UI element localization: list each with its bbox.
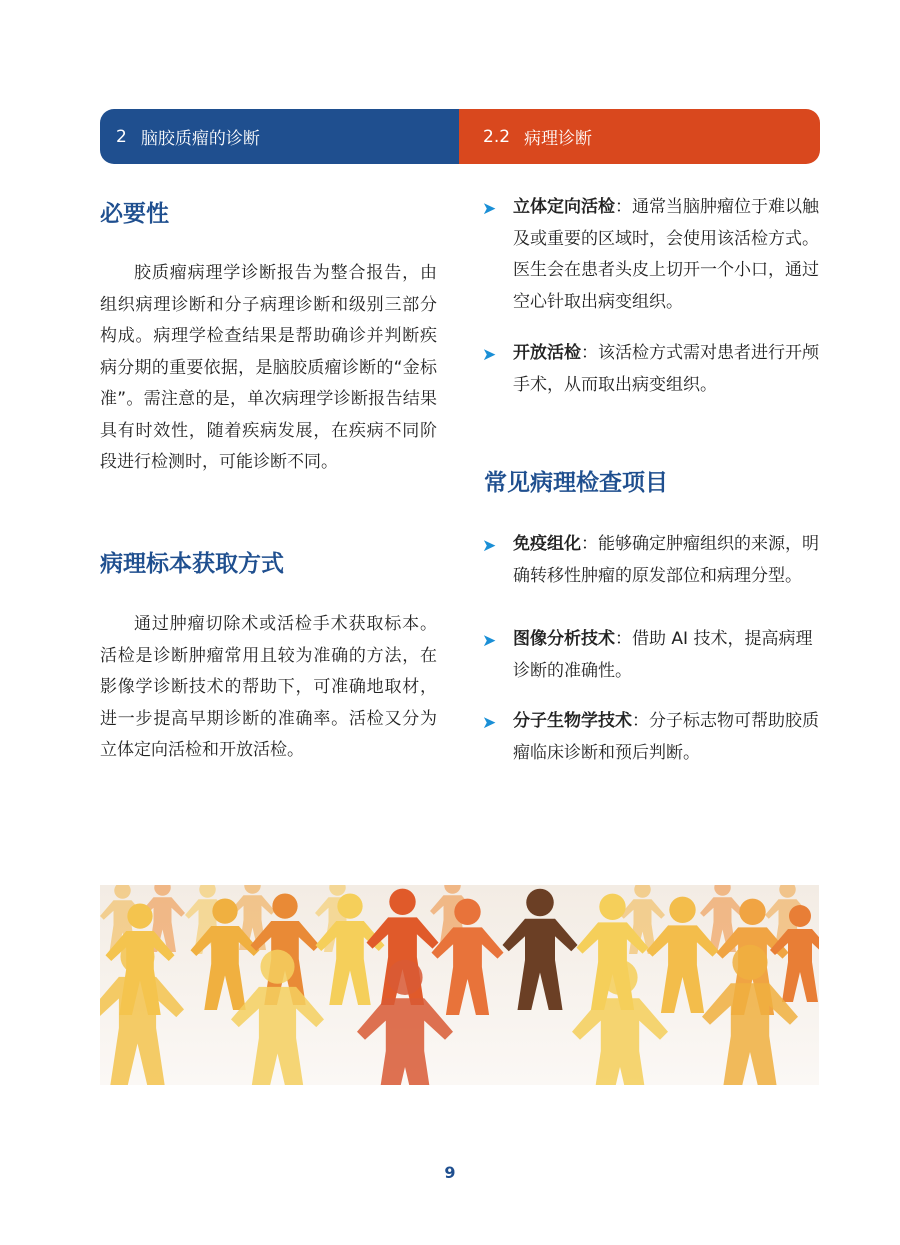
list-item bbox=[482, 192, 821, 318]
list-item bbox=[482, 338, 821, 401]
chevron-right-icon: ➤ bbox=[482, 199, 497, 219]
chevron-right-icon: ➤ bbox=[482, 631, 497, 651]
item-desc: 分子标志物可帮助胶质瘤临床诊断和预后判断。 bbox=[513, 711, 819, 763]
paper-people-photo bbox=[100, 885, 819, 1085]
item-term: 开放活检 bbox=[513, 343, 581, 363]
chapter-title: 脑胶质瘤的诊断 bbox=[140, 129, 260, 149]
chapter-label bbox=[100, 109, 459, 164]
section-title: 病理诊断 bbox=[524, 129, 593, 149]
item-separator: ： bbox=[615, 629, 632, 649]
common-tests-heading: 常见病理检查项目 bbox=[484, 470, 668, 496]
item-term: 图像分析技术 bbox=[513, 629, 615, 649]
necessity-heading: 必要性 bbox=[100, 201, 169, 227]
item-separator: ： bbox=[632, 711, 649, 731]
chevron-right-icon: ➤ bbox=[482, 713, 497, 733]
section-label bbox=[459, 109, 820, 164]
list-item bbox=[482, 706, 821, 769]
item-desc: 通常当脑肿瘤位于难以触及或重要的区域时，会使用该活检方式。医生会在患者头皮上切开一个小口，通过空心针取出病变组织。 bbox=[513, 197, 819, 312]
item-term: 立体定向活检 bbox=[513, 197, 615, 217]
list-item bbox=[482, 624, 821, 687]
item-separator: ： bbox=[581, 534, 598, 554]
section-banner bbox=[100, 109, 820, 164]
item-separator: ： bbox=[615, 197, 632, 217]
page-number: 9 bbox=[444, 1163, 456, 1182]
item-desc: 能够确定肿瘤组织的来源，明确转移性肿瘤的原发部位和病理分型。 bbox=[513, 534, 819, 586]
item-desc: 借助 AI 技术，提高病理诊断的准确性。 bbox=[513, 629, 813, 681]
chapter-number: 2 bbox=[116, 126, 127, 147]
item-term: 分子生物学技术 bbox=[513, 711, 632, 731]
item-term: 免疫组化 bbox=[513, 534, 581, 554]
necessity-paragraph: 胶质瘤病理学诊断报告为整合报告，由组织病理诊断和分子病理诊断和级别三部分构成。病理学检查结果是帮助确诊并判断疾病分期的重要依据，是脑胶质瘤诊断的“金标准”。需注意的是，单次病理学诊断报告结果具有时效性，随着疾病发展，在疾病不同阶段进行检测时，可能诊断不同。 bbox=[100, 263, 437, 472]
section-number: 2.2 bbox=[483, 126, 511, 147]
item-desc: 该活检方式需对患者进行开颅手术，从而取出病变组织。 bbox=[513, 343, 819, 395]
specimen-paragraph: 通过肿瘤切除术或活检手术获取标本。活检是诊断肿瘤常用且较为准确的方法，在影像学诊断技术的帮助下，可准确地取材，进一步提高早期诊断的准确率。活检又分为立体定向活检和开放活检。 bbox=[100, 614, 437, 760]
chevron-right-icon: ➤ bbox=[482, 536, 497, 556]
list-item bbox=[482, 529, 821, 592]
item-separator: ： bbox=[581, 343, 598, 363]
specimen-heading: 病理标本获取方式 bbox=[100, 551, 284, 577]
chevron-right-icon: ➤ bbox=[482, 345, 497, 365]
